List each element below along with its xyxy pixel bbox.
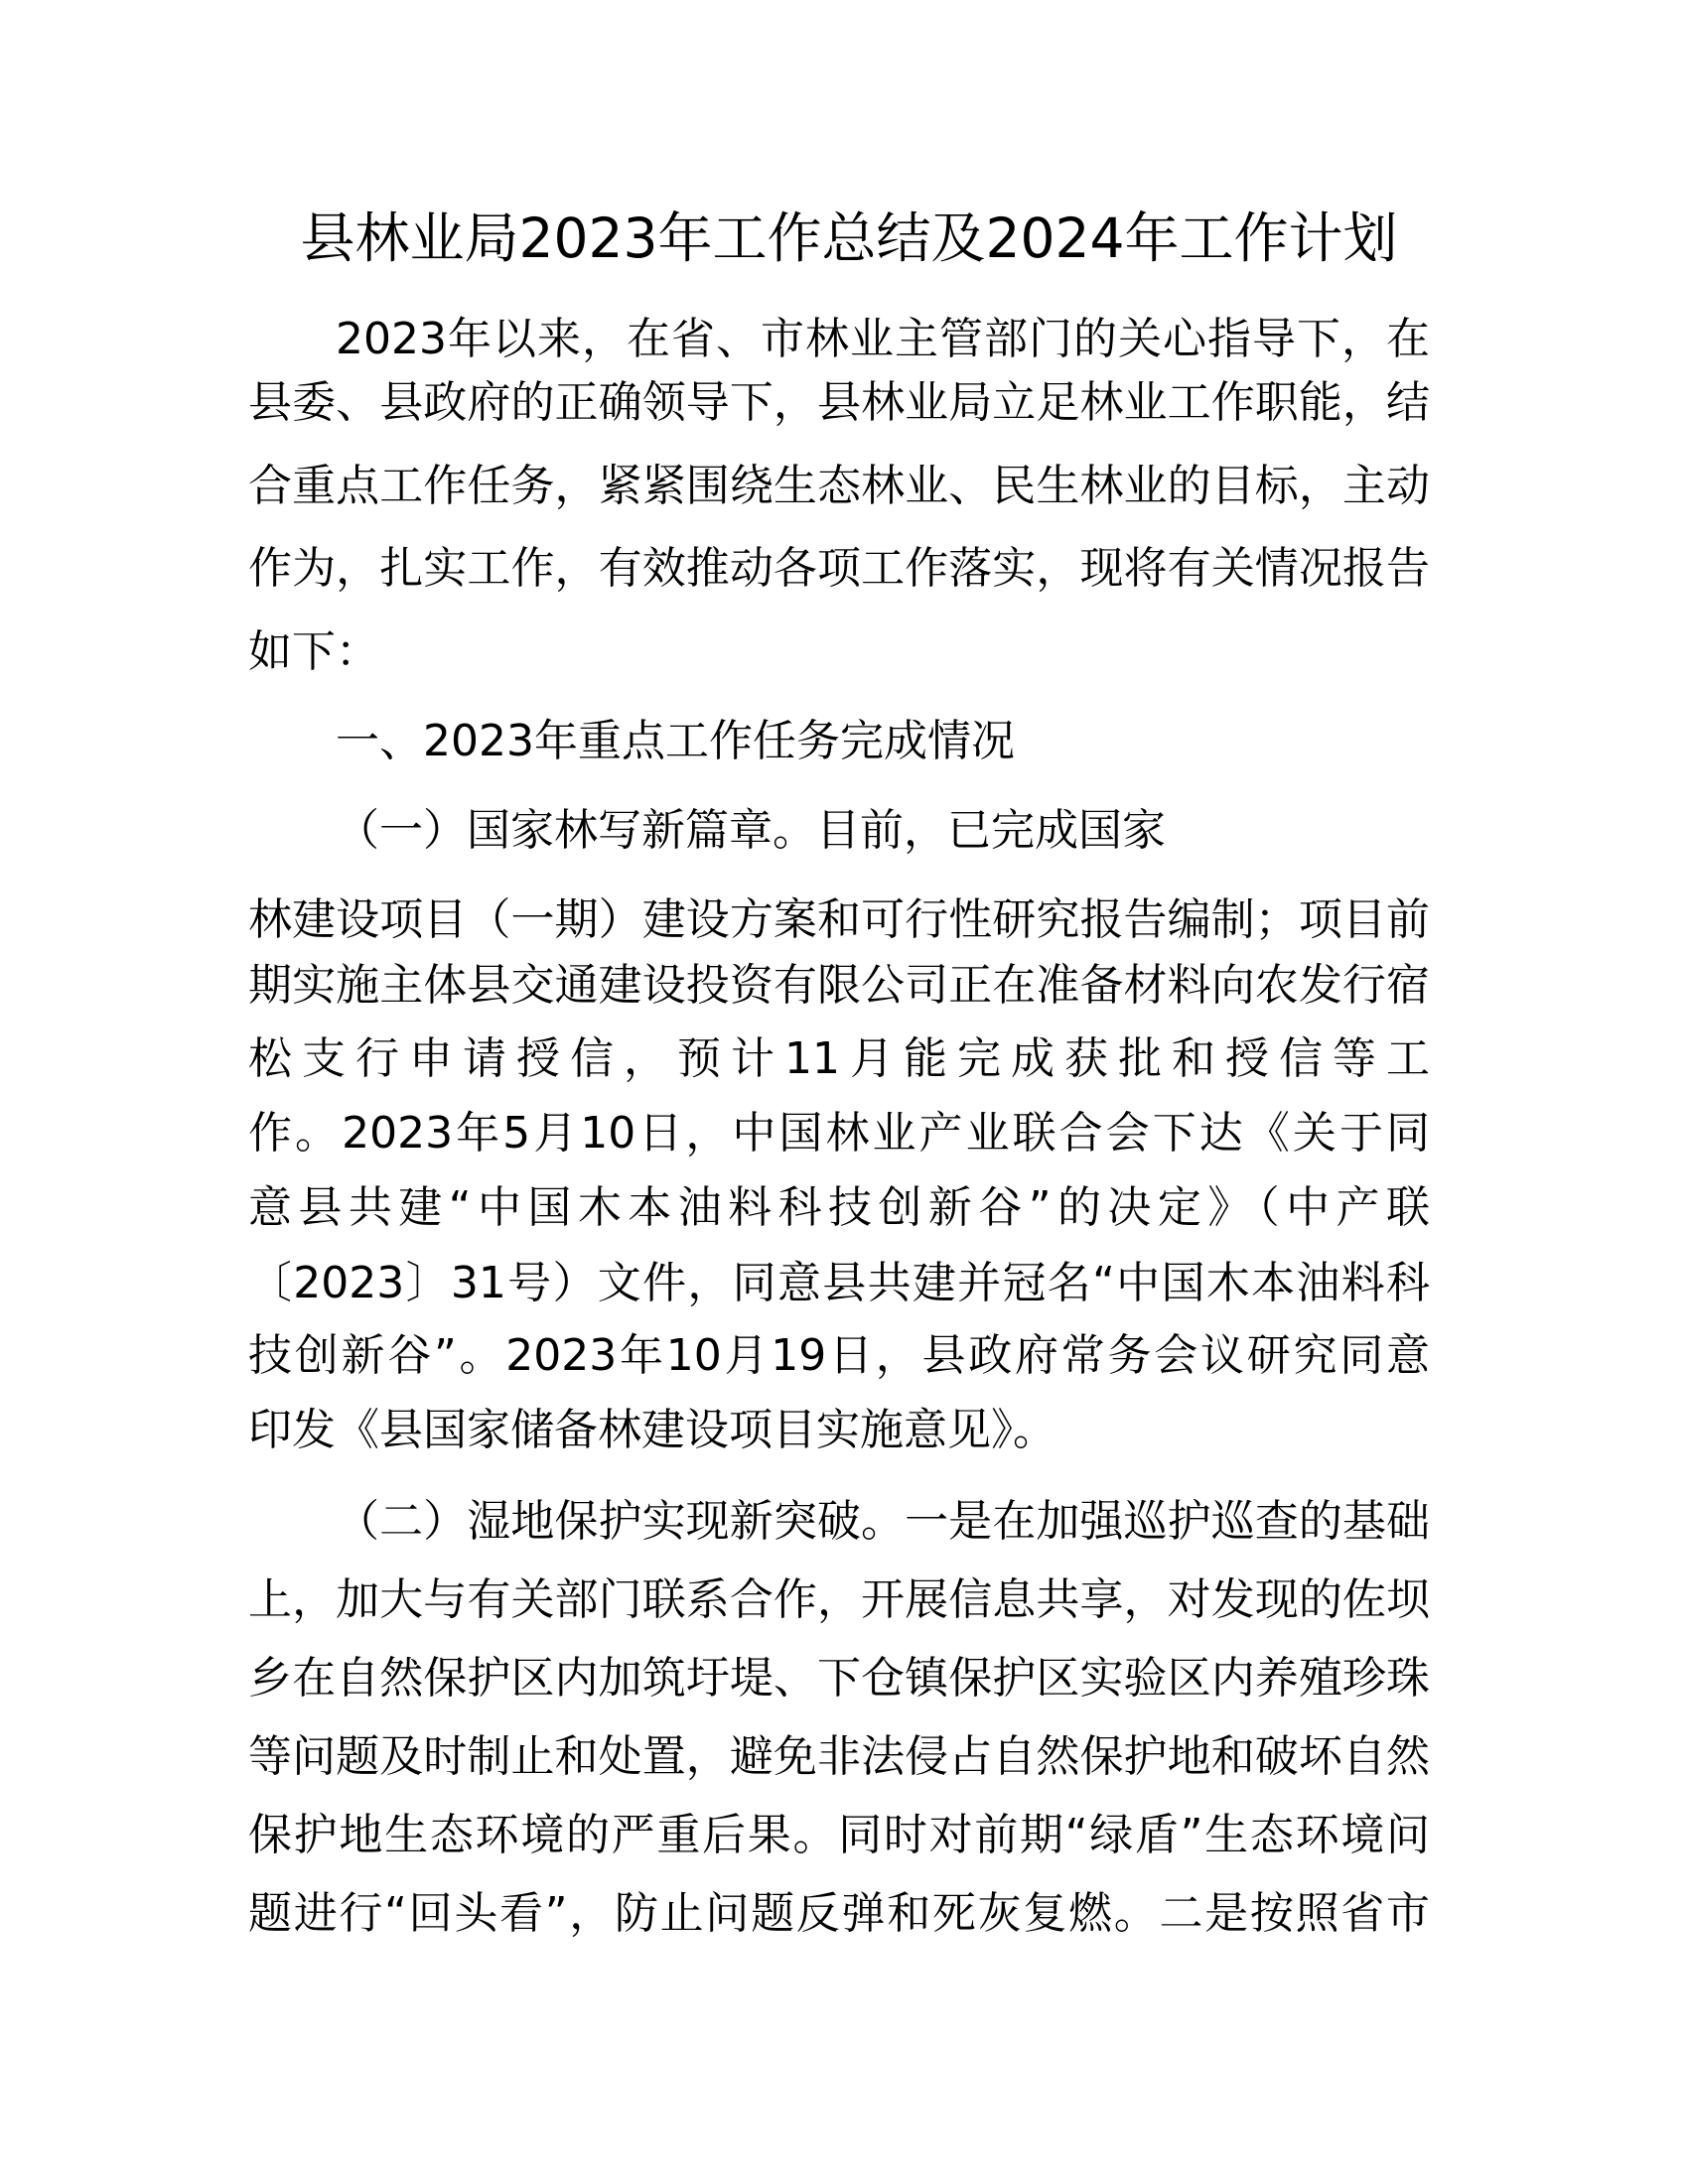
paragraph-line: 松支行申请授信，预计11月能完成获批和授信等工 xyxy=(248,1033,1430,1084)
paragraph-line: 林建设项目（一期）建设方案和可行性研究报告编制；项目前 xyxy=(248,894,1430,945)
paragraph-line: 合重点工作任务，紧紧围绕生态林业、民生林业的目标，主动 xyxy=(248,461,1430,511)
paragraph-line: 上，加大与有关部门联系合作，开展信息共享，对发现的佐坝 xyxy=(248,1574,1430,1625)
paragraph-line: 意县共建“中国木本油料科技创新谷”的决定》（中产联 xyxy=(248,1182,1430,1233)
paragraph-line: 印发《县国家储备林建设项目实施意见》。 xyxy=(248,1405,1056,1455)
paragraph-line: 2023年以来，在省、市林业主管部门的关心指导下，在 xyxy=(336,314,1430,364)
paragraph-line: 如下： xyxy=(248,626,379,677)
paragraph-line: 保护地生态环境的严重后果。同时对前期“绿盾”生态环境问 xyxy=(248,1810,1430,1860)
paragraph-line: 〔2023〕31号）文件，同意县共建并冠名“中国木本油料科 xyxy=(248,1258,1430,1308)
document-title: 县林业局2023年工作总结及2024年工作计划 xyxy=(300,206,1398,270)
paragraph-line: 等问题及时制止和处置，避免非法侵占自然保护地和破坏自然 xyxy=(248,1731,1430,1782)
paragraph-line: 题进行“回头看”，防止问题反弹和死灰复燃。二是按照省市 xyxy=(248,1888,1430,1939)
subsection-heading: （一）国家林写新篇章。目前，已完成国家 xyxy=(336,805,1166,856)
paragraph-line: 作为，扎实工作，有效推动各项工作落实，现将有关情况报告 xyxy=(248,543,1430,594)
paragraph-line: 作。2023年5月10日，中国林业产业联合会下达《关于同 xyxy=(248,1108,1430,1159)
paragraph-line: 期实施主体县交通建设投资有限公司正在准备材料向农发行宿 xyxy=(248,960,1430,1011)
subsection-heading: （二）湿地保护实现新突破。一是在加强巡护巡查的基础 xyxy=(336,1496,1430,1547)
paragraph-line: 乡在自然保护区内加筑圩堤、下仓镇保护区实验区内养殖珍珠 xyxy=(248,1653,1430,1704)
paragraph-line: 技创新谷”。2023年10月19日，县政府常务会议研究同意 xyxy=(248,1330,1430,1381)
paragraph-line: 县委、县政府的正确领导下，县林业局立足林业工作职能，结 xyxy=(248,377,1430,428)
section-heading: 一、2023年重点工作任务完成情况 xyxy=(336,716,1015,766)
